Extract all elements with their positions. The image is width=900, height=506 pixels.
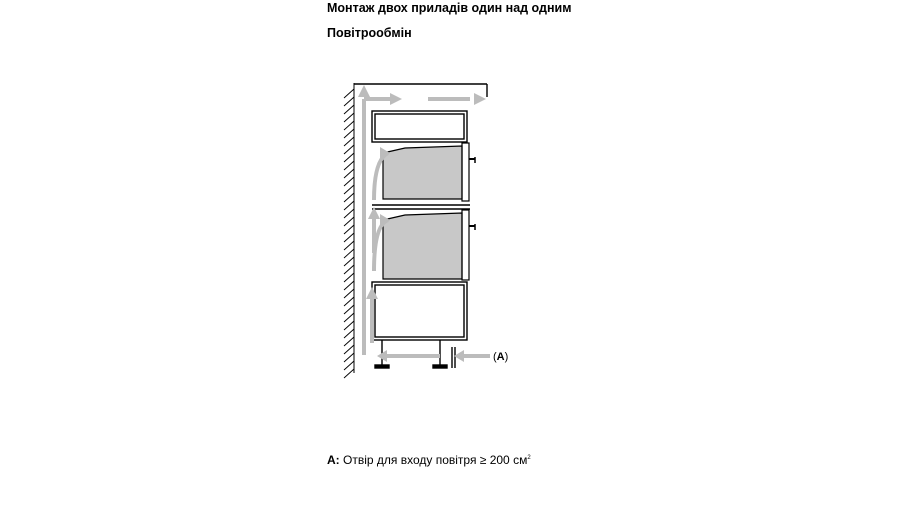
hatch-line xyxy=(344,209,354,218)
hatch-line xyxy=(344,105,354,114)
callout-letter: A xyxy=(496,351,505,363)
hatch-line xyxy=(344,233,354,242)
hatch-line xyxy=(344,257,354,266)
caption-superscript: 2 xyxy=(527,455,531,461)
hatch-line xyxy=(344,329,354,338)
caption-key: A: xyxy=(327,453,340,467)
hatch-line xyxy=(344,161,354,170)
hatch-line xyxy=(344,137,354,146)
hatch-line xyxy=(344,145,354,154)
upper-oven xyxy=(383,143,475,201)
hatch-line xyxy=(344,241,354,250)
hatch-line xyxy=(344,337,354,346)
callout-paren-open: ( xyxy=(493,351,497,363)
hatch-line xyxy=(344,305,354,314)
hatch-line xyxy=(344,353,354,362)
hatch-line xyxy=(344,265,354,274)
hatch-line xyxy=(344,201,354,210)
hatch-line xyxy=(344,225,354,234)
callout-paren-close: ) xyxy=(504,351,509,363)
hatch-line xyxy=(344,113,354,122)
airflow-diagram xyxy=(330,75,530,380)
section-subtitle: Повітрообмін xyxy=(327,26,412,40)
hatch-line xyxy=(344,97,354,106)
hatch-line xyxy=(344,249,354,258)
hatch-line xyxy=(344,369,354,378)
callout-label xyxy=(493,351,508,363)
hatch-line xyxy=(344,289,354,298)
hatch-line xyxy=(344,89,354,98)
hatch-line xyxy=(344,177,354,186)
figure-caption xyxy=(327,453,531,467)
hatch-line xyxy=(344,321,354,330)
hatch-line xyxy=(344,185,354,194)
hatch-line xyxy=(344,153,354,162)
hatch-line xyxy=(344,169,354,178)
hatch-line xyxy=(344,273,354,282)
hatch-line xyxy=(344,281,354,290)
caption-text: Отвір для входу повітря ≥ 200 см xyxy=(339,453,528,467)
hatch-line xyxy=(344,361,354,370)
hatch-line xyxy=(344,313,354,322)
lower-oven xyxy=(383,210,475,280)
hatch-line xyxy=(344,129,354,138)
hatch-line xyxy=(344,121,354,130)
hatch-line xyxy=(344,345,354,354)
wall-hatch-lines xyxy=(344,89,354,378)
page-title: Монтаж двох приладів один над одним xyxy=(327,1,572,15)
hatch-line xyxy=(344,193,354,202)
hatch-line xyxy=(344,297,354,306)
hatch-line xyxy=(344,217,354,226)
